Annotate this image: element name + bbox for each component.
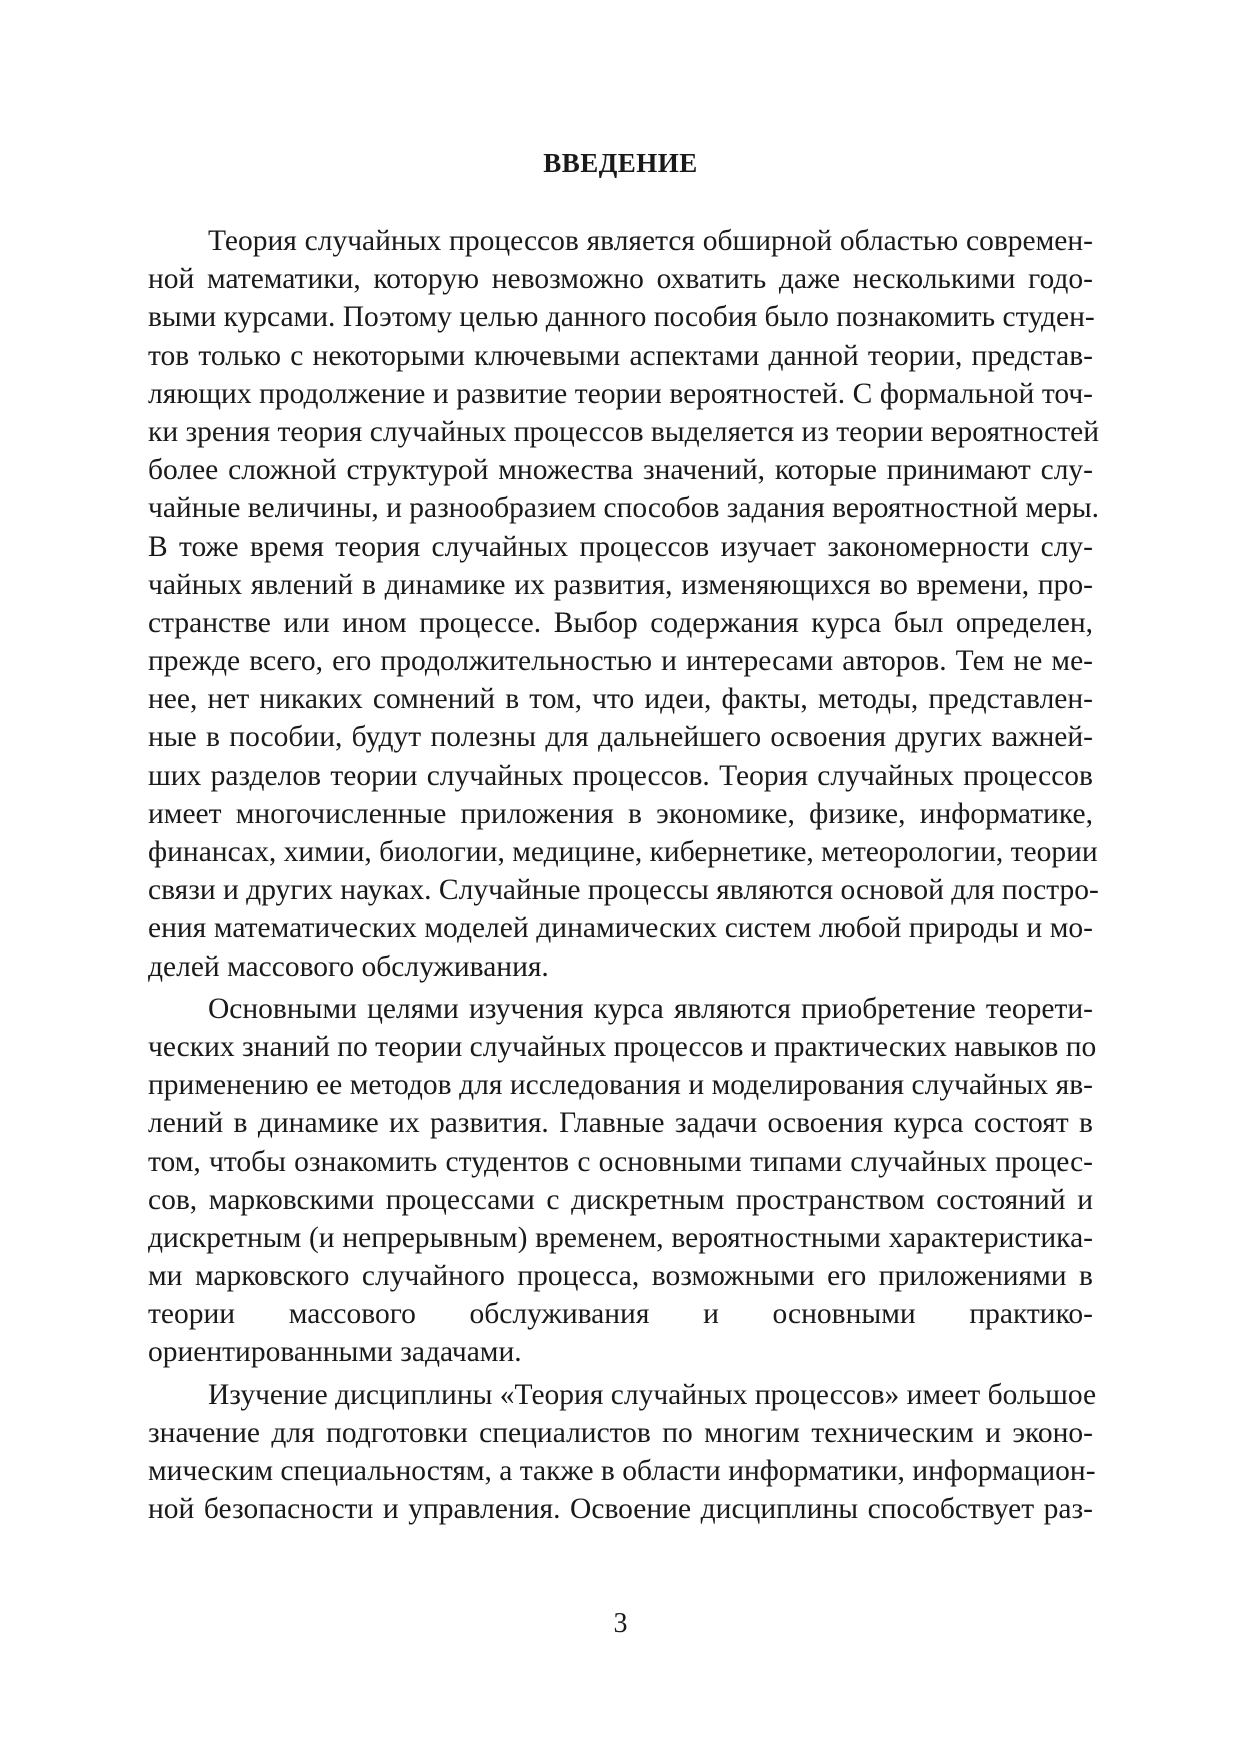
- text-line: выми курсами. Поэтому целью данного пособия было познакомить студен-: [148, 301, 1095, 334]
- body-text: [148, 222, 1100, 1528]
- text-line: теории массового обслуживания и основными практико-: [148, 1298, 1093, 1331]
- text-line: Теория случайных процессов является обширной областью современ-: [208, 225, 1093, 257]
- text-line: финансах, химии, биологии, медицине, кибернетике, метеорологии, теории: [148, 836, 1098, 868]
- text-line: дискретным (и непрерывным) временем, вероятностными характеристика-: [148, 1221, 1093, 1254]
- paragraph-2: [148, 990, 1097, 1372]
- text-line: странстве или ином процессе. Выбор содержания курса был определен,: [148, 606, 1093, 639]
- text-line: ной математики, которую невозможно охватить даже несколькими годо-: [148, 263, 1093, 296]
- text-line: делей массового обслуживания.: [148, 950, 549, 983]
- text-line: более сложной структурой множества значений, которые принимают слу-: [148, 454, 1093, 487]
- text-line: тов только с некоторыми ключевыми аспектами данной теории, представ-: [148, 339, 1093, 372]
- text-line: ной безопасности и управления. Освоение дисциплины способствует раз-: [148, 1493, 1093, 1526]
- text-line: имеет многочисленные приложения в экономике, физике, информатике,: [148, 797, 1093, 830]
- text-line: В тоже время теория случайных процессов изучает закономерности слу-: [148, 530, 1093, 563]
- text-line: чайных явлений в динамике их развития, изменяющихся во времени, про-: [148, 568, 1093, 601]
- text-line: ших разделов теории случайных процессов. Теория случайных процессов: [148, 759, 1093, 792]
- page-number: 3: [613, 1608, 628, 1639]
- paragraph-3: [148, 1376, 1097, 1529]
- text-line: ки зрения теория случайных процессов выделяется из теории вероятностей: [148, 415, 1100, 448]
- text-line: чайные величины, и разнообразием способов задания вероятностной меры.: [148, 492, 1100, 525]
- text-line: ения математических моделей динамических систем любой природы и мо-: [148, 912, 1093, 945]
- text-line: Основными целями изучения курса являются приобретение теорети-: [208, 992, 1093, 1025]
- text-line: ляющих продолжение и развитие теории вероятностей. С формальной точ-: [148, 377, 1093, 410]
- section-heading: ВВЕДЕНИЕ: [543, 148, 698, 178]
- text-line: ми марковского случайного процесса, возможными его приложениями в: [148, 1260, 1093, 1293]
- text-line: лений в динамике их развития. Главные задачи освоения курса состоят в: [148, 1107, 1093, 1140]
- text-line: мическим специальностям, а также в области информатики, информацион-: [148, 1455, 1096, 1487]
- text-line: ческих знаний по теории случайных процессов и практических навыков по: [148, 1030, 1097, 1063]
- text-line: прежде всего, его продолжительностью и интересами авторов. Тем не ме-: [148, 645, 1093, 678]
- paragraph-1: [148, 222, 1100, 986]
- text-line: Изучение дисциплины «Теория случайных процессов» имеет большое: [208, 1378, 1097, 1411]
- text-line: связи и других науках. Случайные процессы являются основой для постро-: [148, 874, 1099, 907]
- text-line: ные в пособии, будут полезны для дальнейшего освоения других важней-: [148, 721, 1093, 754]
- text-line: значение для подготовки специалистов по многим техническим и эконо-: [148, 1416, 1093, 1449]
- text-line: ориентированными задачами.: [148, 1336, 522, 1369]
- text-line: применению ее методов для исследования и моделирования случайных яв-: [148, 1069, 1093, 1102]
- text-line: сов, марковскими процессами с дискретным пространством состояний и: [148, 1183, 1093, 1216]
- text-line: нее, нет никаких сомнений в том, что идеи, факты, методы, представлен-: [148, 683, 1093, 716]
- text-line: том, чтобы ознакомить студентов с основными типами случайных процес-: [148, 1145, 1093, 1178]
